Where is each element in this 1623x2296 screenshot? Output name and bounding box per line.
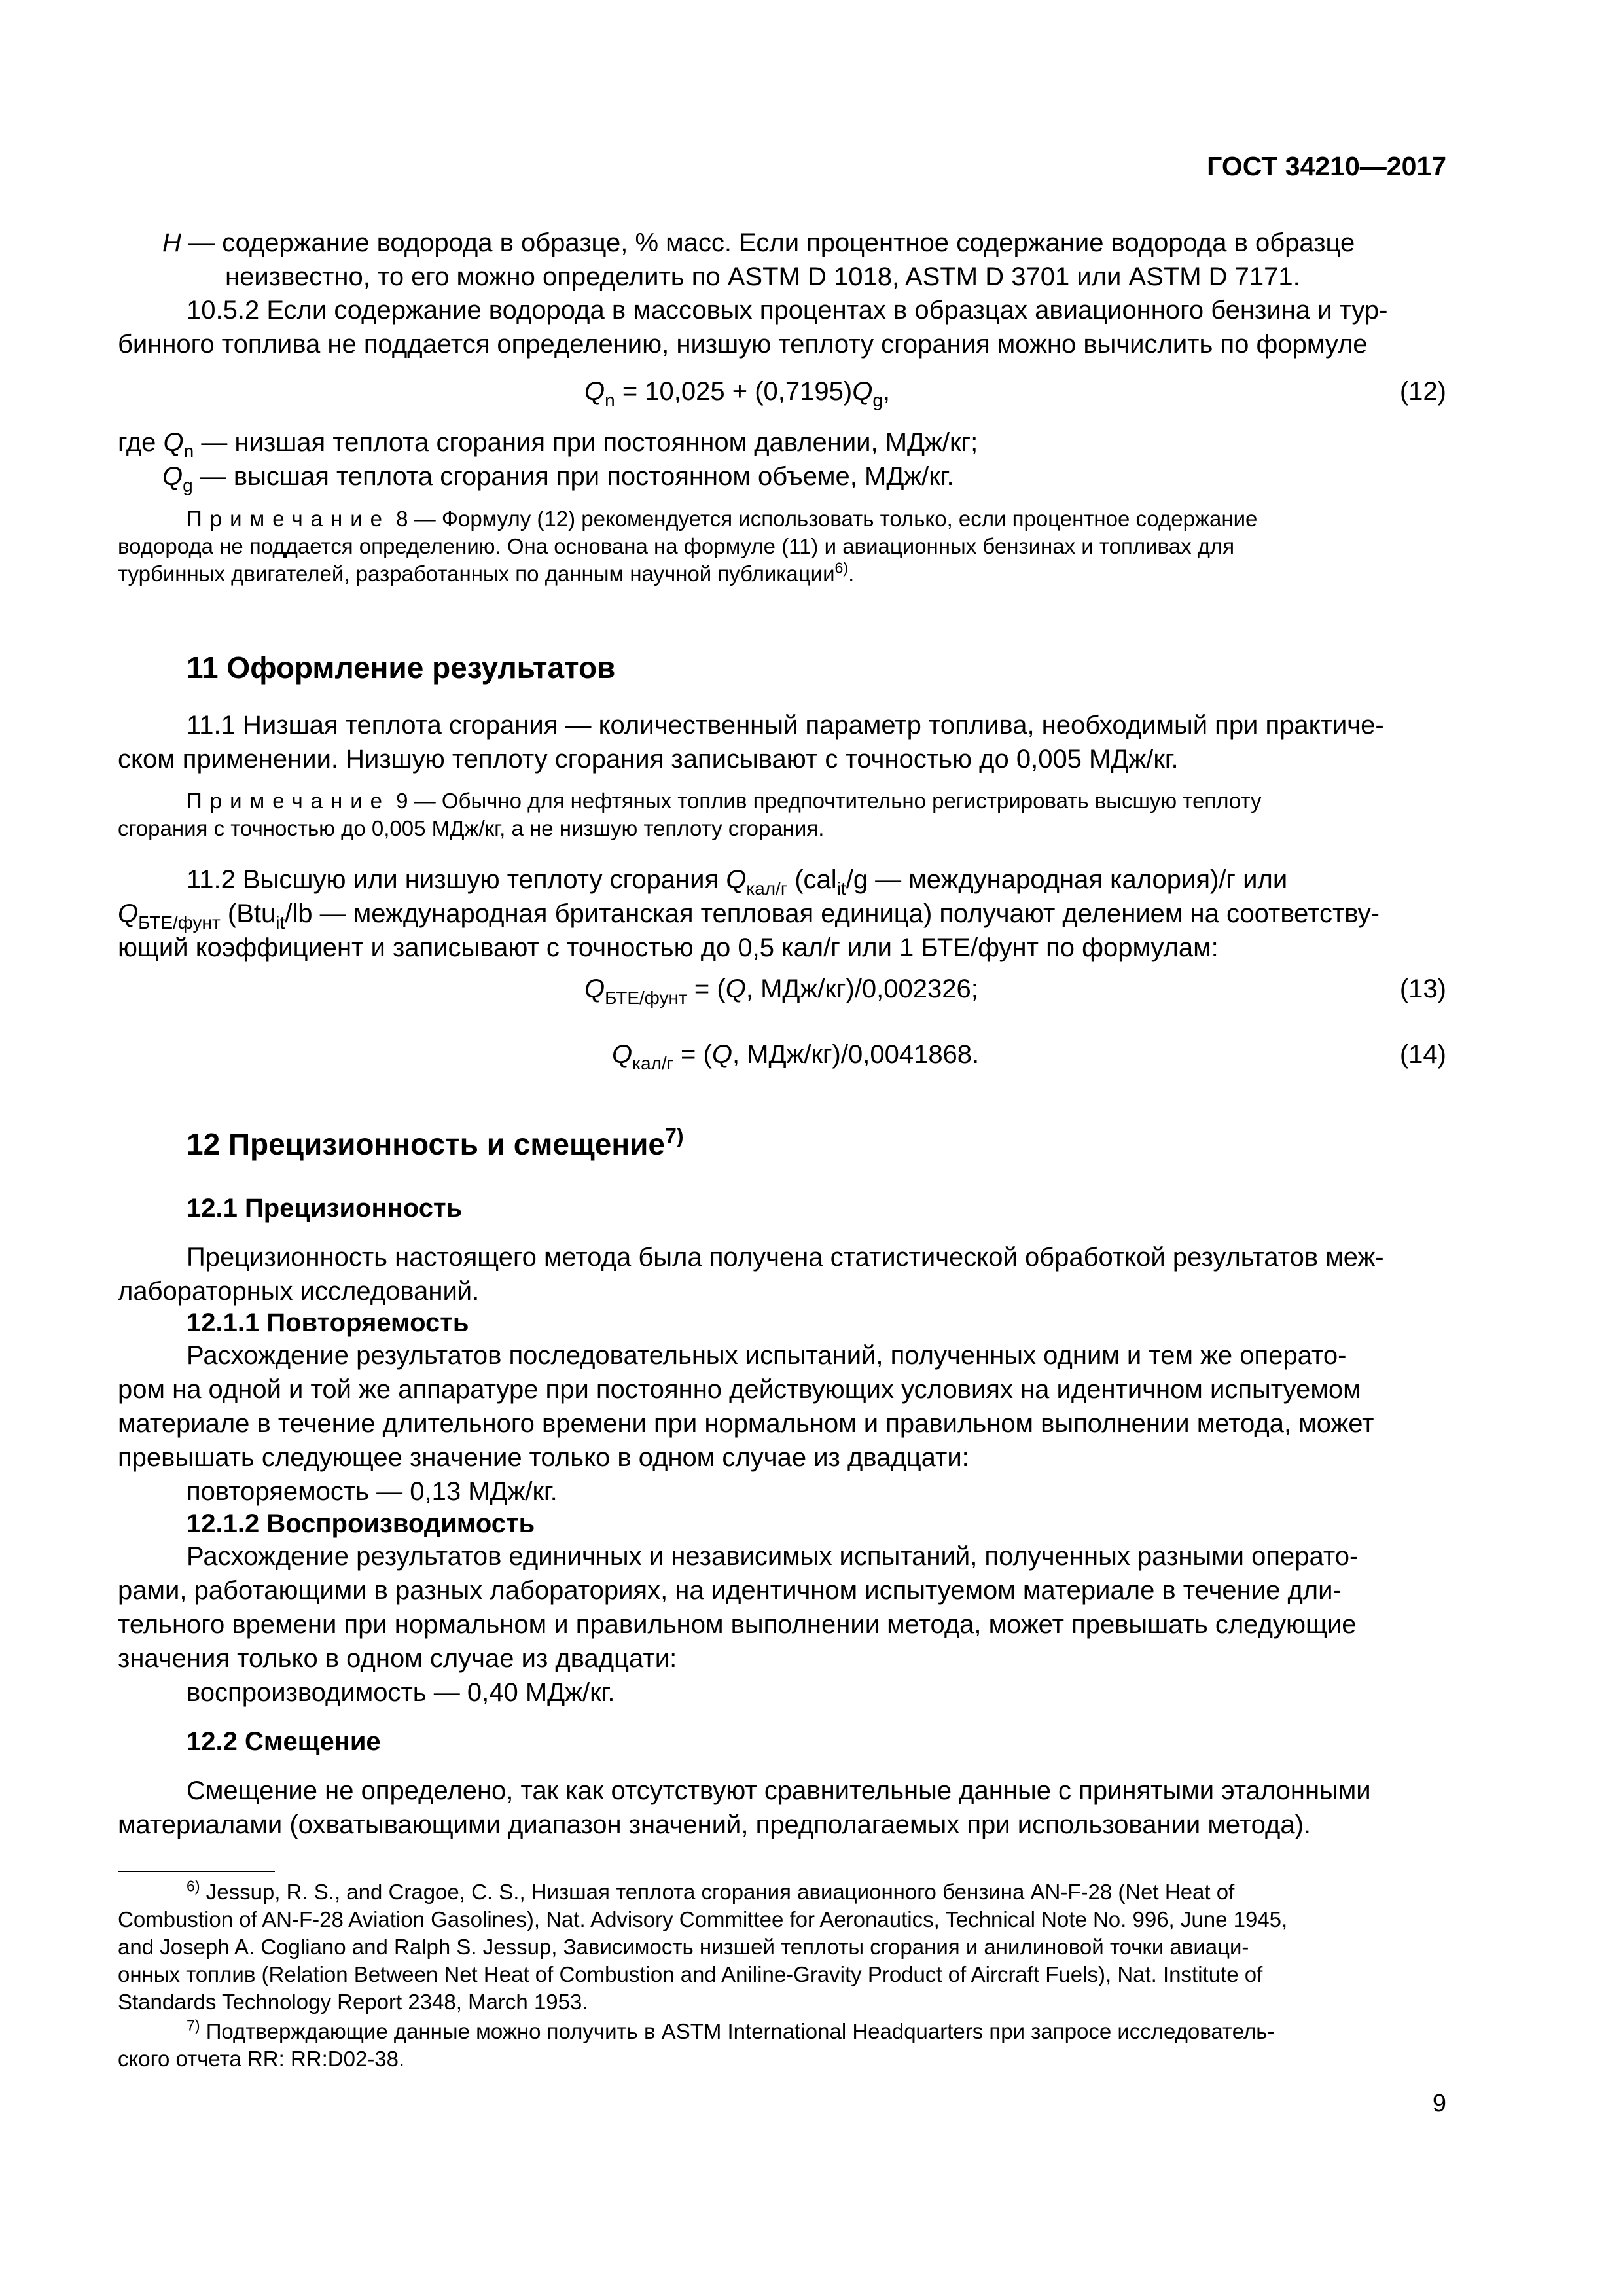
section-12-1-2-title: 12.1.2 Воспроизводимость bbox=[187, 1509, 535, 1538]
equation-12 bbox=[584, 374, 890, 408]
paragraph-12-1-2-line3: тельного времени при нормальном и правильном выполнении метода, может превышать следующие bbox=[118, 1610, 1357, 1639]
eq14-b: , МДж/кг)/0,0041868. bbox=[732, 1040, 980, 1069]
paragraph-12-1 bbox=[118, 1240, 1446, 1308]
paragraph-12-1-1-line3: материале в течение длительного времени при нормальном и правильном выполнении метода, может bbox=[118, 1409, 1374, 1438]
p112-q2-sub: БТЕ/фунт bbox=[138, 912, 221, 933]
paragraph-12-1-line1: Прецизионность настоящего метода была получена статистической обработкой результатов меж- bbox=[187, 1243, 1384, 1272]
p112-q2: Q bbox=[118, 899, 139, 928]
document-code: ГОСТ 34210—2017 bbox=[1207, 151, 1446, 181]
eq13-q-sub: БТЕ/фунт bbox=[605, 987, 687, 1008]
p112-b: (cal bbox=[787, 865, 837, 894]
hydrogen-definition bbox=[162, 226, 1446, 294]
equation-13-number: (13) bbox=[1399, 975, 1446, 1003]
section-12-1-title: 12.1 Прецизионность bbox=[187, 1194, 463, 1223]
paragraph-12-2 bbox=[118, 1774, 1446, 1842]
eq12-mid: = 10,025 + (0,7195) bbox=[615, 377, 853, 406]
paragraph-11-2 bbox=[118, 863, 1446, 965]
eq13-a: = ( bbox=[687, 975, 726, 1003]
section-12-title-text: 12 Прецизионность и смещение bbox=[187, 1127, 666, 1161]
where-qn-sub: n bbox=[183, 440, 194, 461]
p112-d: (Btu bbox=[220, 899, 276, 928]
footnote-7-mark: 7) bbox=[187, 2017, 200, 2034]
note-8-tail: . bbox=[848, 562, 855, 586]
equation-14-number: (14) bbox=[1399, 1040, 1446, 1069]
footnote-6-mark: 6) bbox=[187, 1877, 200, 1895]
footnote-6-line3: and Joseph A. Cogliano and Ralph S. Jessup, Зависимость низшей теплоты сгорания и анилиновой точки авиаци- bbox=[118, 1935, 1249, 1959]
eq12-q-sub: n bbox=[605, 389, 615, 410]
section-12-title bbox=[187, 1124, 684, 1164]
footnote-6-line5: Standards Technology Report 2348, March 1953. bbox=[118, 1990, 588, 2014]
p112-it-sub: it bbox=[836, 878, 846, 899]
hydrogen-definition-cont: неизвестно, то его можно определить по ASTM D 1018, ASTM D 3701 или ASTM D 7171. bbox=[225, 262, 1300, 291]
paragraph-12-1-2 bbox=[118, 1539, 1446, 1710]
paragraph-11-1-line1: 11.1 Низшая теплота сгорания — количественный параметр топлива, необходимый при практиче- bbox=[187, 711, 1384, 740]
paragraph-12-1-2-line1: Расхождение результатов единичных и независимых испытаний, полученных разными операто- bbox=[187, 1542, 1359, 1571]
footnote-6 bbox=[118, 1878, 1446, 2016]
p112-a: 11.2 Высшую или низшую теплоту сгорания bbox=[187, 865, 726, 894]
paragraph-10-5-2-line1: 10.5.2 Если содержание водорода в массовых процентах в образцах авиационного бензина и тур- bbox=[187, 296, 1388, 325]
eq12-qg-sub: g bbox=[872, 389, 883, 410]
eq14-qvar: Q bbox=[711, 1040, 732, 1069]
paragraph-10-5-2-line2: бинного топлива не поддается определению, низшую теплоту сгорания можно вычислить по формуле bbox=[118, 330, 1368, 359]
paragraph-12-1-1-line4: превышать следующее значение только в одном случае из двадцати: bbox=[118, 1443, 969, 1472]
section-12-1-1-title: 12.1.1 Повторяемость bbox=[187, 1308, 469, 1337]
paragraph-12-2-line2: материалами (охватывающими диапазон значений, предполагаемых при использовании метода). bbox=[118, 1810, 1311, 1839]
note-9-label: Примечание bbox=[187, 789, 391, 813]
p112-line3: ющий коэффициент и записывают с точностью до 0,5 кал/г или 1 БТЕ/фунт по формулам: bbox=[118, 933, 1219, 962]
note-9-line2: сгорания с точностью до 0,005 МДж/кг, а не низшую теплоту сгорания. bbox=[118, 816, 825, 840]
hydrogen-definition-text: — содержание водорода в образце, % масс. Если процентное содержание водорода в образце bbox=[181, 228, 1355, 257]
symbol-h: H bbox=[162, 228, 181, 257]
paragraph-12-2-line1: Смещение не определено, так как отсутствуют сравнительные данные с принятыми эталонными bbox=[187, 1776, 1371, 1805]
eq14-a: = ( bbox=[673, 1040, 712, 1069]
where-block-12 bbox=[118, 425, 1446, 493]
note-9 bbox=[118, 787, 1446, 842]
paragraph-11-1 bbox=[118, 708, 1446, 776]
paragraph-12-1-2-line2: рами, работающими в разных лабораториях, на идентичном испытуемом материале в течение дли- bbox=[118, 1576, 1342, 1605]
paragraph-12-1-1-line2: ром на одной и той же аппаратуре при постоянно действующих условиях на идентичном испытуемом bbox=[118, 1375, 1361, 1404]
eq13-q: Q bbox=[584, 975, 605, 1003]
equation-12-number: (12) bbox=[1399, 377, 1446, 406]
eq12-tail: , bbox=[882, 377, 891, 406]
eq14-q: Q bbox=[612, 1040, 633, 1069]
paragraph-12-1-1 bbox=[118, 1338, 1446, 1509]
note-8-label: Примечание bbox=[187, 507, 391, 531]
paragraph-10-5-2 bbox=[118, 293, 1446, 361]
where-qg-sub: g bbox=[183, 475, 193, 495]
where-word: где bbox=[118, 428, 164, 457]
paragraph-12-1-1-line1: Расхождение результатов последовательных испытаний, полученных одним и тем же операто- bbox=[187, 1341, 1347, 1370]
note-8-line1: 8 — Формулу (12) рекомендуется использовать только, если процентное содержание bbox=[390, 507, 1258, 531]
footnote-7-line1: Подтверждающие данные можно получить в ASTM International Headquarters при запросе исследователь- bbox=[200, 2019, 1275, 2043]
note-9-line1: 9 — Обычно для нефтяных топлив предпочтительно регистрировать высшую теплоту bbox=[390, 789, 1262, 813]
where-qg-text: — высшая теплота сгорания при постоянном объеме, МДж/кг. bbox=[192, 462, 954, 491]
p112-c: /g — международная калория)/г или bbox=[846, 865, 1288, 894]
note-8-footnote-ref[interactable]: 6) bbox=[834, 559, 849, 577]
footnote-6-line1: Jessup, R. S., and Cragoe, C. S., Низшая теплота сгорания авиационного бензина AN-F-28 (Net Heat of bbox=[200, 1880, 1235, 1904]
footnote-6-line4: онных топлив (Relation Between Net Heat of Combustion and Aniline-Gravity Product of Aircraft Fuels), Nat. Institute of bbox=[118, 1962, 1263, 1986]
footnote-7 bbox=[118, 2018, 1446, 2073]
equation-13 bbox=[584, 972, 978, 1006]
where-qn: Q bbox=[163, 428, 184, 457]
note-8-line3: турбинных двигателей, разработанных по данным научной публикации bbox=[118, 562, 835, 586]
section-12-2-title: 12.2 Смещение bbox=[187, 1727, 381, 1756]
footnote-separator bbox=[118, 1871, 275, 1872]
eq12-q: Q bbox=[584, 377, 605, 406]
footnote-6-line2: Combustion of AN-F-28 Aviation Gasolines), Nat. Advisory Committee for Aeronautics, Technical Note No. 996, June 1945, bbox=[118, 1907, 1288, 1931]
p112-q: Q bbox=[726, 865, 747, 894]
eq14-q-sub: кал/г bbox=[632, 1052, 673, 1073]
eq13-qvar: Q bbox=[725, 975, 746, 1003]
footnote-7-line2: ского отчета RR: RR:D02-38. bbox=[118, 2047, 405, 2071]
where-qg: Q bbox=[162, 462, 183, 491]
where-qn-text: — низшая теплота сгорания при постоянном давлении, МДж/кг; bbox=[194, 428, 978, 457]
note-8-line2: водорода не поддается определению. Она основана на формуле (11) и авиационных бензинах и топливах для bbox=[118, 534, 1235, 558]
section-12-footnote-ref[interactable]: 7) bbox=[665, 1124, 684, 1148]
paragraph-12-1-line2: лабораторных исследований. bbox=[118, 1277, 480, 1306]
paragraph-11-1-line2: ском применении. Низшую теплоту сгорания записывают с точностью до 0,005 МДж/кг. bbox=[118, 745, 1179, 774]
page-number: 9 bbox=[1432, 2090, 1446, 2117]
p112-e: /lb — международная британская тепловая единица) получают делением на соответству- bbox=[285, 899, 1380, 928]
repeatability-value: повторяемость — 0,13 МДж/кг. bbox=[187, 1477, 558, 1506]
reproducibility-value: воспроизводимость — 0,40 МДж/кг. bbox=[187, 1678, 615, 1707]
p112-it-sub2: it bbox=[276, 912, 285, 933]
section-11-title: 11 Оформление результатов bbox=[187, 651, 616, 685]
eq12-qg: Q bbox=[852, 377, 873, 406]
equation-14 bbox=[612, 1037, 979, 1071]
paragraph-12-1-2-line4: значения только в одном случае из двадцати: bbox=[118, 1644, 677, 1673]
eq13-b: , МДж/кг)/0,002326; bbox=[745, 975, 978, 1003]
p112-q-sub: кал/г bbox=[746, 878, 788, 899]
note-8 bbox=[118, 505, 1446, 588]
